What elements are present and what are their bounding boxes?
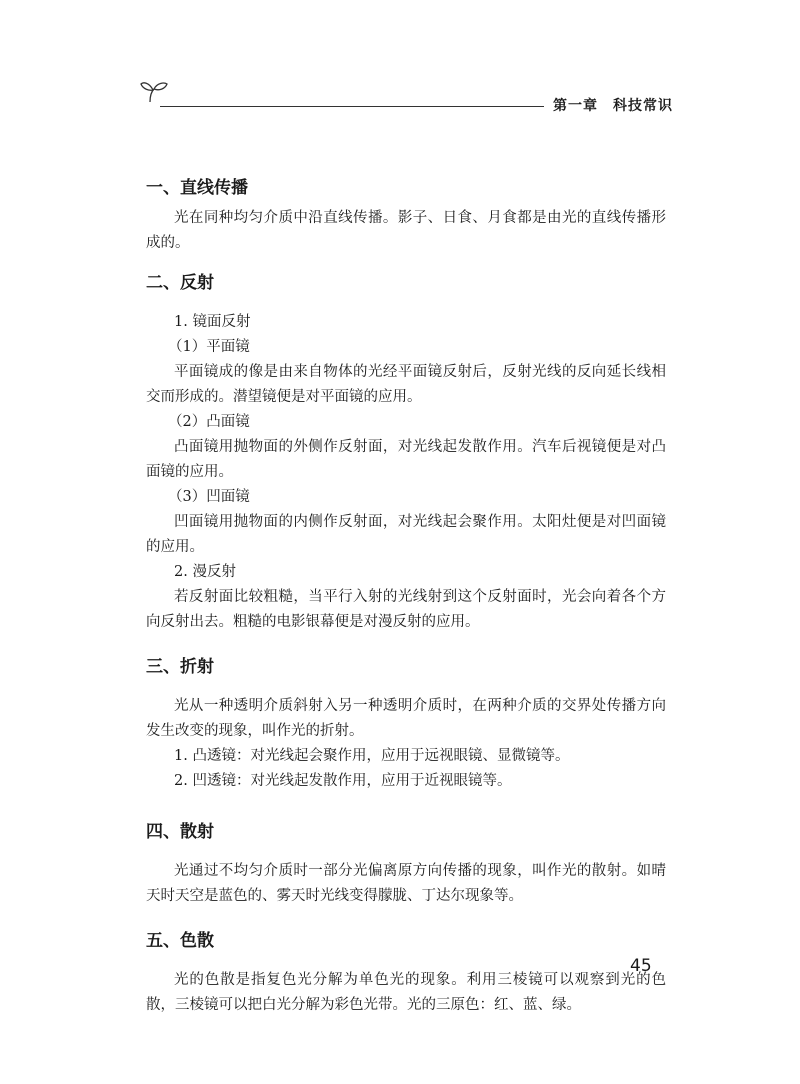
section-heading-dispersion: 五、色散 <box>146 931 214 951</box>
sprout-icon <box>140 78 168 104</box>
list-item-convex-lens: 1. 凸透镜：对光线起会聚作用，应用于远视眼镜、显微镜等。 <box>174 748 570 764</box>
subheading-plane-mirror: （1）平面镜 <box>168 339 250 355</box>
page-content <box>146 170 666 1018</box>
paragraph: 光通过不均匀介质时一部分光偏离原方向传播的现象，叫作光的散射。如晴天时天空是蓝色的、雾天时光线变得朦胧、丁达尔现象等。 <box>146 863 666 904</box>
paragraph: 光在同种均匀介质中沿直线传播。影子、日食、月食都是由光的直线传播形成的。 <box>146 210 666 251</box>
paragraph: 平面镜成的像是由来自物体的光经平面镜反射后，反射光线的反向延长线相交而形成的。潜望镜便是对平面镜的应用。 <box>146 364 666 405</box>
paragraph: 光的色散是指复色光分解为单色光的现象。利用三棱镜可以观察到光的色散，三棱镜可以把白光分解为彩色光带。光的三原色：红、蓝、绿。 <box>146 972 666 1013</box>
header-rule <box>160 106 544 107</box>
list-item-concave-lens: 2. 凹透镜：对光线起发散作用，应用于近视眼镜等。 <box>174 773 512 789</box>
section-heading-linear-propagation: 一、直线传播 <box>146 178 248 198</box>
section-heading-refraction: 三、折射 <box>146 657 214 677</box>
page-number: 45 <box>630 956 652 976</box>
paragraph: 若反射面比较粗糙，当平行入射的光线射到这个反射面时，光会向着各个方向反射出去。粗糙的电影银幕便是对漫反射的应用。 <box>146 589 666 630</box>
subheading-diffuse-reflection: 2. 漫反射 <box>174 564 236 580</box>
paragraph: 凹面镜用抛物面的内侧作反射面，对光线起会聚作用。太阳灶便是对凹面镜的应用。 <box>146 514 666 555</box>
section-heading-reflection: 二、反射 <box>146 273 214 293</box>
subheading-concave-mirror: （3）凹面镜 <box>168 489 250 505</box>
chapter-title: 第一章 科技常识 <box>553 98 673 114</box>
subheading-convex-mirror: （2）凸面镜 <box>168 414 250 430</box>
subheading-specular-reflection: 1. 镜面反射 <box>174 314 251 330</box>
page-header <box>0 0 800 130</box>
paragraph: 光从一种透明介质斜射入另一种透明介质时，在两种介质的交界处传播方向发生改变的现象，叫作光的折射。 <box>146 698 666 739</box>
paragraph: 凸面镜用抛物面的外侧作反射面，对光线起发散作用。汽车后视镜便是对凸面镜的应用。 <box>146 439 666 480</box>
section-heading-scattering: 四、散射 <box>146 822 214 842</box>
